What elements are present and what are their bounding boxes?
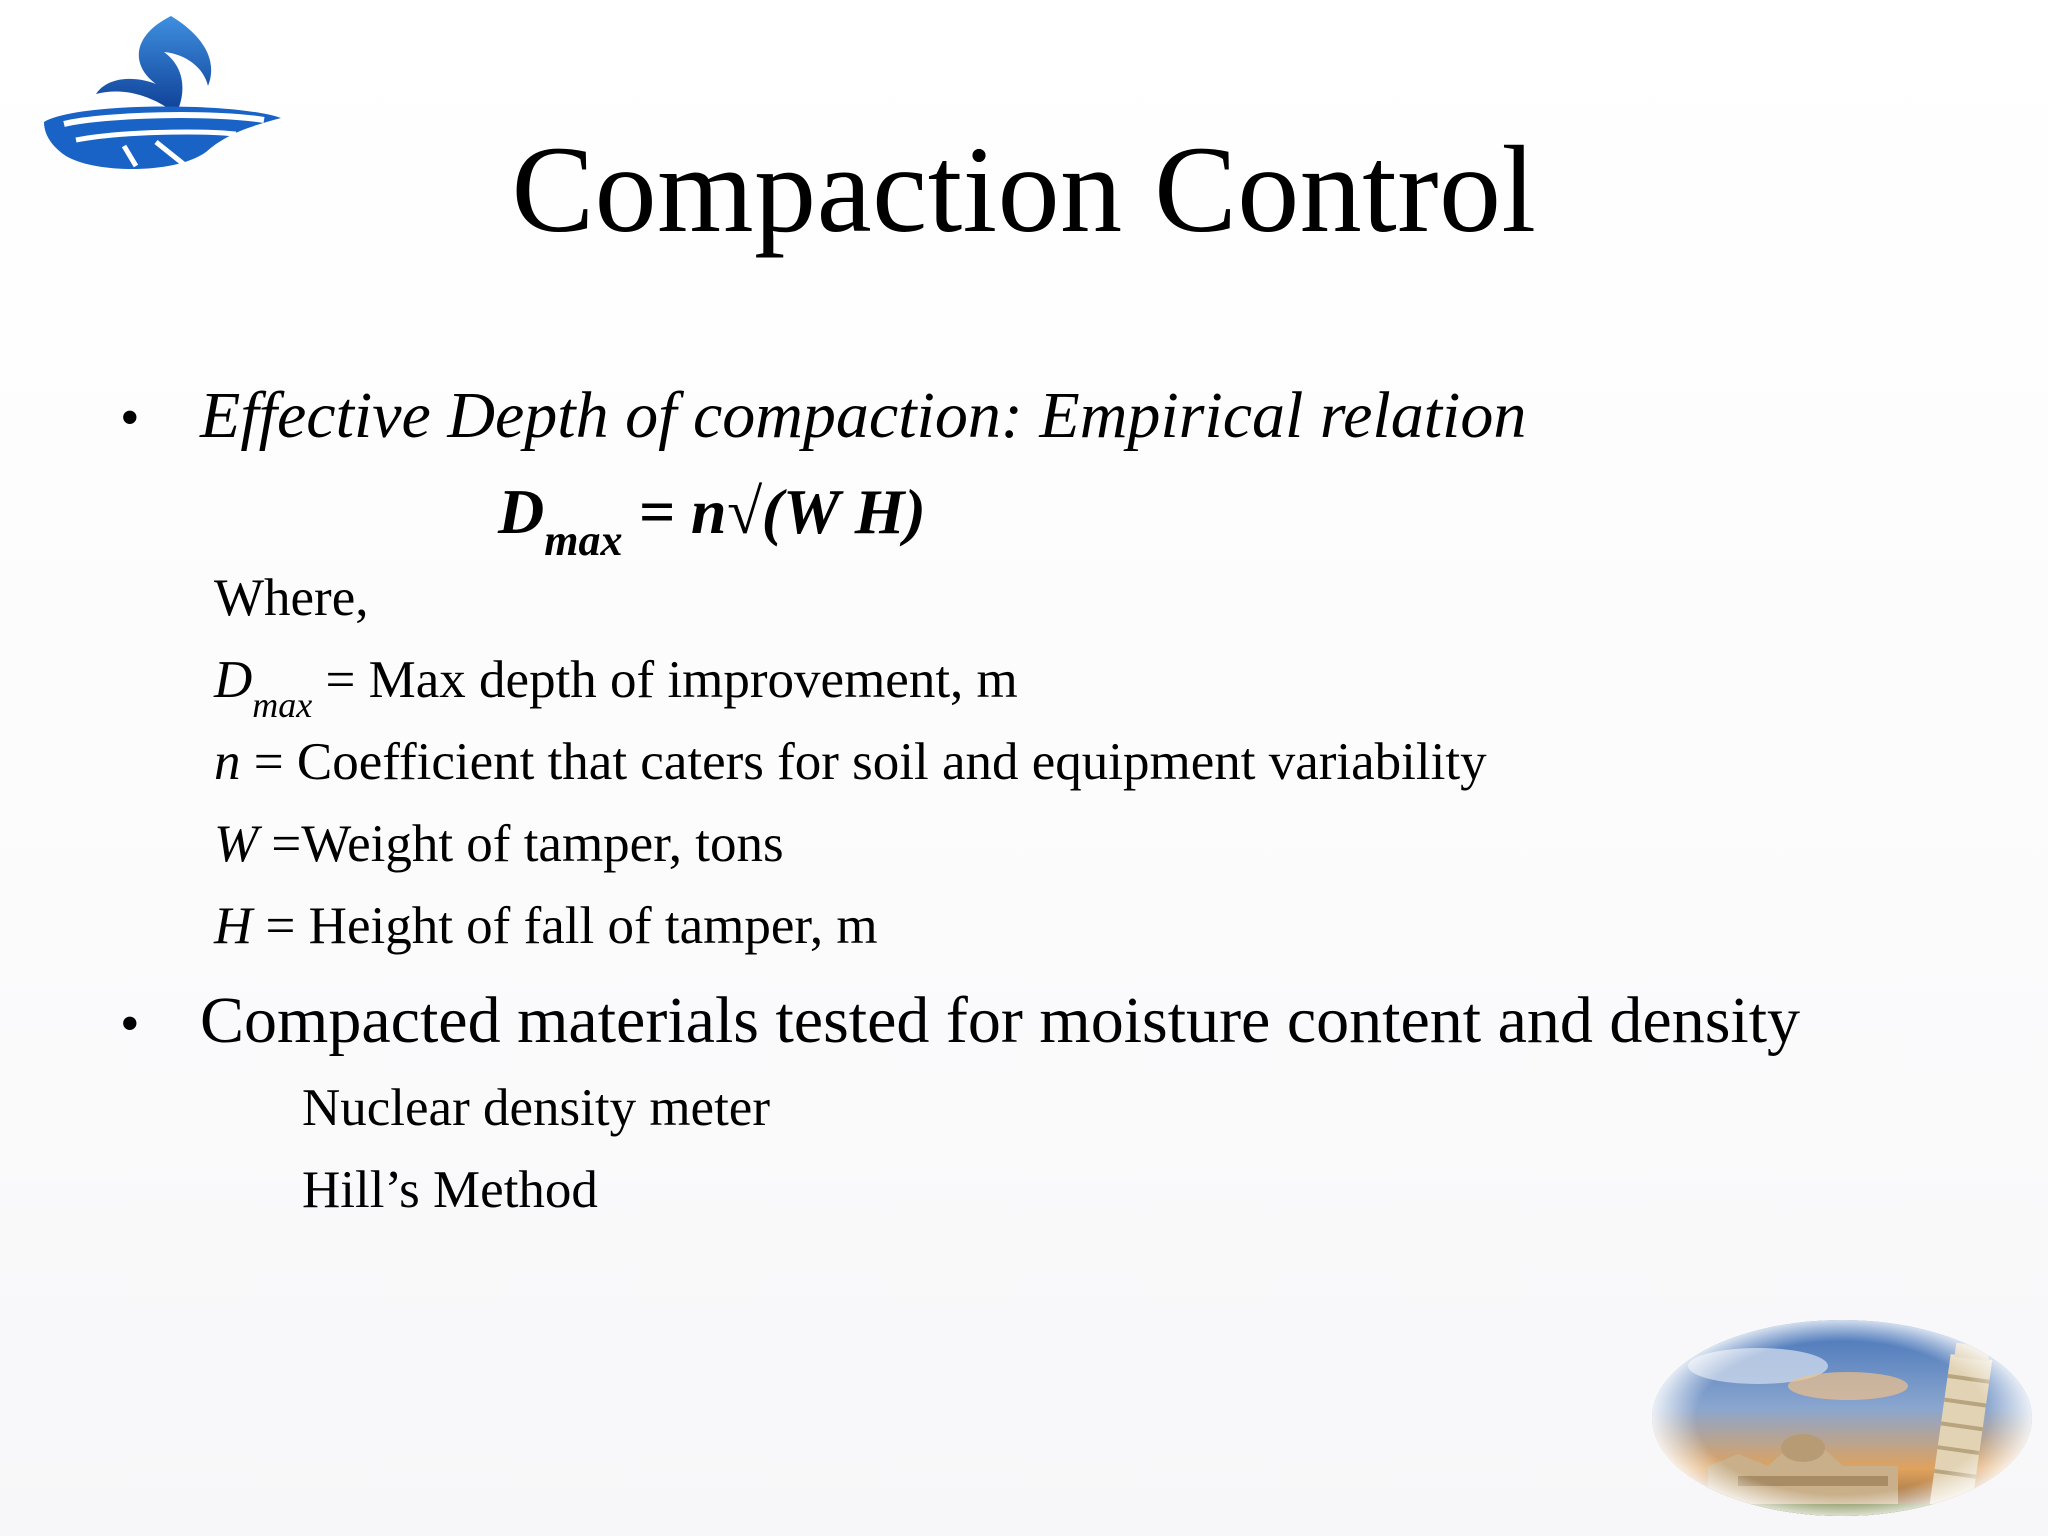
bullet-2-text: Compacted materials tested for moisture content and density bbox=[200, 984, 1801, 1057]
list-item: Nuclear density meter bbox=[302, 1079, 770, 1137]
formula-lhs-subscript: max bbox=[544, 516, 623, 565]
list-item: Hill’s Method bbox=[302, 1161, 598, 1219]
bullet-2-marker: • bbox=[120, 993, 140, 1055]
leaning-tower-photo bbox=[1648, 1316, 2036, 1520]
definition-symbol: n bbox=[214, 733, 241, 791]
definition-text: = Coefficient that caters for soil and equipment variability bbox=[240, 733, 1487, 791]
definition-symbol: H bbox=[214, 897, 253, 955]
definition-symbol: D bbox=[214, 651, 253, 709]
definition-row bbox=[214, 815, 784, 873]
slide-title: Compaction Control bbox=[511, 121, 1537, 258]
formula-rhs: = n√(W H) bbox=[622, 476, 926, 547]
formula-lhs-symbol: D bbox=[498, 476, 545, 547]
where-label: Where, bbox=[214, 569, 369, 627]
definition-text: =Weight of tamper, tons bbox=[258, 815, 784, 873]
definition-symbol: W bbox=[214, 815, 259, 873]
definition-row bbox=[214, 897, 878, 955]
definition-text: = Height of fall of tamper, m bbox=[252, 897, 878, 955]
definition-row bbox=[214, 651, 1018, 725]
bullet-1-text: Effective Depth of compaction: Empirical relation bbox=[200, 379, 1527, 452]
definition-row bbox=[214, 733, 1487, 791]
formula bbox=[498, 476, 926, 565]
definition-text: = Max depth of improvement, m bbox=[312, 651, 1018, 709]
definition-subscript: max bbox=[252, 685, 313, 725]
bullet-1-marker: • bbox=[120, 387, 140, 449]
